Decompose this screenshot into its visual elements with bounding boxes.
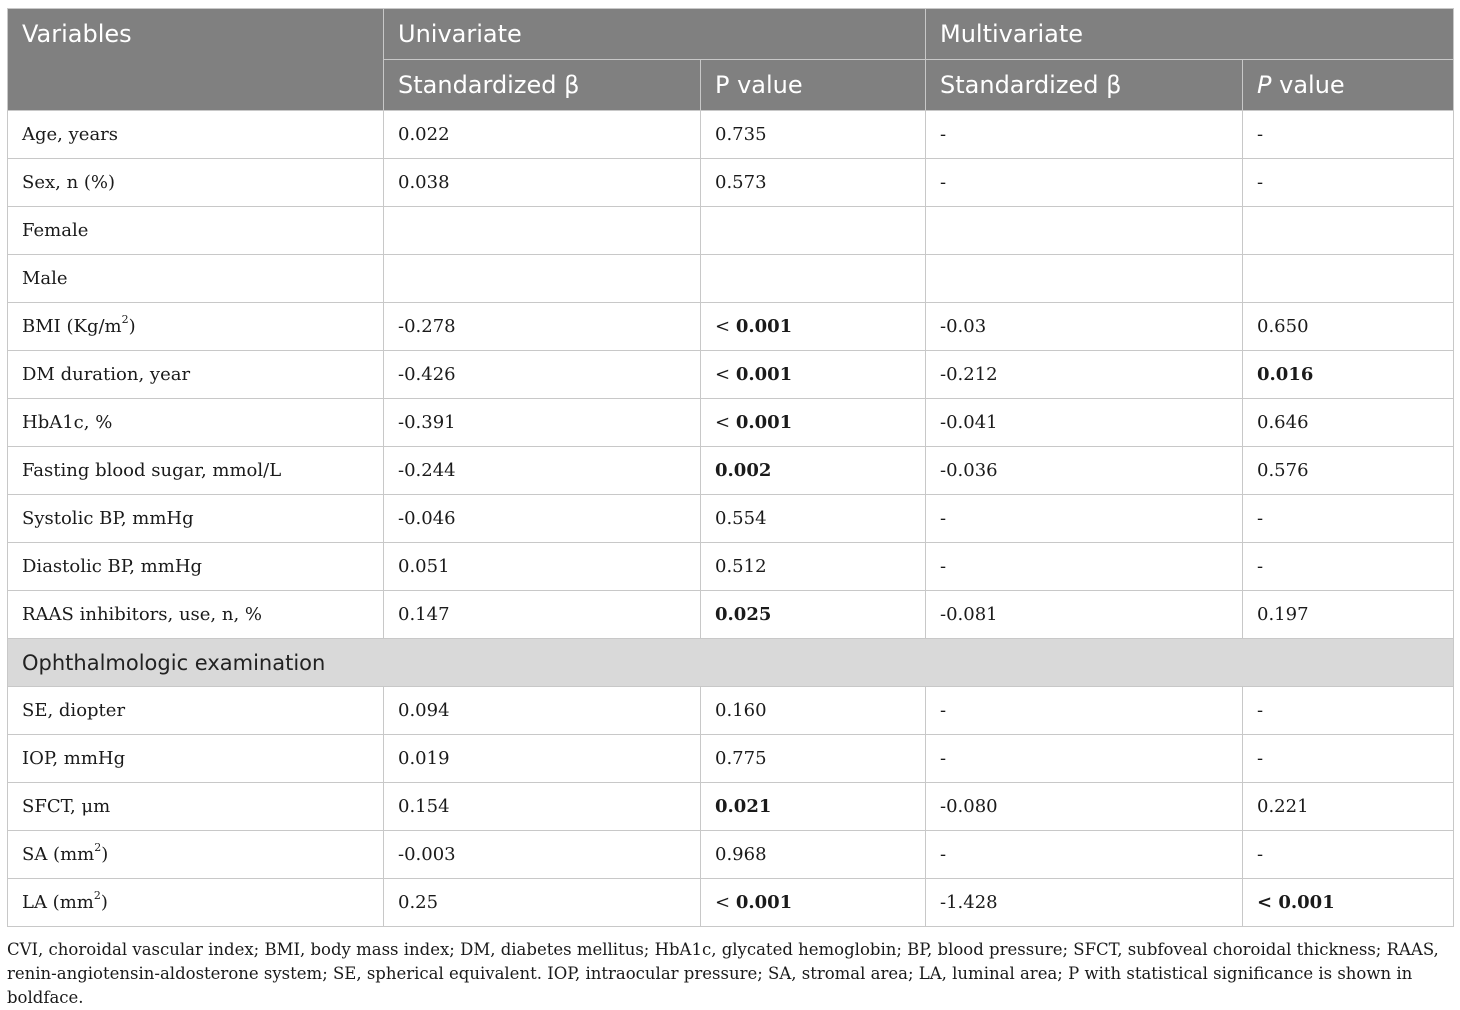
row-label: Sex, n (%) (8, 159, 384, 207)
table-row (8, 303, 1454, 351)
header-std-beta-multivariate: Standardized β (926, 60, 1243, 111)
multivariate-beta: - (926, 735, 1243, 783)
multivariate-beta (926, 255, 1243, 303)
row-label: BMI $(Kg/m^2)$ (8, 303, 384, 351)
univariate-beta: 0.051 (384, 543, 701, 591)
univariate-p: 0.021 (701, 783, 926, 831)
univariate-beta: 0.038 (384, 159, 701, 207)
multivariate-p (1243, 207, 1454, 255)
row-label: IOP, mmHg (8, 735, 384, 783)
univariate-p: 0.573 (701, 159, 926, 207)
multivariate-p: - (1243, 831, 1454, 879)
row-label: LA $(mm^2)$ (8, 879, 384, 927)
table-row (8, 207, 1454, 255)
univariate-p: 0.002 (701, 447, 926, 495)
univariate-p: 0.735 (701, 111, 926, 159)
multivariate-p: - (1243, 687, 1454, 735)
table-row (8, 879, 1454, 927)
header-std-beta-univariate: Standardized β (384, 60, 701, 111)
univariate-p: 0.968 (701, 831, 926, 879)
table-row (8, 687, 1454, 735)
multivariate-p: 0.016 (1243, 351, 1454, 399)
univariate-beta: 0.147 (384, 591, 701, 639)
multivariate-beta: -0.081 (926, 591, 1243, 639)
univariate-p: < 0.001 (701, 879, 926, 927)
row-label: Diastolic BP, mmHg (8, 543, 384, 591)
multivariate-beta: - (926, 159, 1243, 207)
table-row (8, 495, 1454, 543)
multivariate-beta: - (926, 495, 1243, 543)
regression-table (7, 8, 1454, 927)
univariate-beta: 0.022 (384, 111, 701, 159)
multivariate-p: - (1243, 495, 1454, 543)
multivariate-beta: - (926, 687, 1243, 735)
univariate-p: < 0.001 (701, 399, 926, 447)
row-label: RAAS inhibitors, use, n, % (8, 591, 384, 639)
univariate-p: 0.025 (701, 591, 926, 639)
multivariate-p: 0.221 (1243, 783, 1454, 831)
row-label: Female (8, 207, 384, 255)
univariate-p: < 0.001 (701, 303, 926, 351)
multivariate-beta: -0.080 (926, 783, 1243, 831)
univariate-beta: 0.094 (384, 687, 701, 735)
multivariate-p: < 0.001 (1243, 879, 1454, 927)
multivariate-beta: - (926, 111, 1243, 159)
multivariate-p: - (1243, 543, 1454, 591)
table-row (8, 831, 1454, 879)
univariate-p: 0.160 (701, 687, 926, 735)
row-label: SFCT, μm (8, 783, 384, 831)
multivariate-p: 0.646 (1243, 399, 1454, 447)
multivariate-beta: -0.03 (926, 303, 1243, 351)
table-row (8, 591, 1454, 639)
table-row (8, 351, 1454, 399)
row-label: Systolic BP, mmHg (8, 495, 384, 543)
univariate-beta: -0.278 (384, 303, 701, 351)
table-footnote: CVI, choroidal vascular index; BMI, body mass index; DM, diabetes mellitus; HbA1c, glycated hemoglobin; BP, blood pressure; SFCT, subfoveal choroidal thickness; RAAS, renin-angiotensin-aldosterone system; SE, spherical equivalent. IOP, intraocular pressure; SA, stromal area; LA, luminal area; P with statistical significance is shown in boldface. (7, 940, 1439, 1007)
table-row (8, 783, 1454, 831)
univariate-beta: 0.154 (384, 783, 701, 831)
multivariate-beta: - (926, 543, 1243, 591)
table-row (8, 543, 1454, 591)
multivariate-p: - (1243, 111, 1454, 159)
row-label: HbA1c, % (8, 399, 384, 447)
univariate-beta: -0.426 (384, 351, 701, 399)
section-title: Ophthalmologic examination (8, 639, 1454, 687)
univariate-beta: 0.019 (384, 735, 701, 783)
multivariate-beta: -1.428 (926, 879, 1243, 927)
univariate-beta (384, 207, 701, 255)
row-label: SE, diopter (8, 687, 384, 735)
header-univariate: Univariate (384, 9, 926, 60)
regression-table-container (7, 8, 1453, 927)
multivariate-beta (926, 207, 1243, 255)
header-multivariate: Multivariate (926, 9, 1454, 60)
multivariate-p: - (1243, 735, 1454, 783)
table-row (8, 399, 1454, 447)
univariate-p: < 0.001 (701, 351, 926, 399)
univariate-beta: -0.391 (384, 399, 701, 447)
multivariate-p: 0.576 (1243, 447, 1454, 495)
row-label: DM duration, year (8, 351, 384, 399)
univariate-beta (384, 255, 701, 303)
multivariate-p: 0.197 (1243, 591, 1454, 639)
row-label: Fasting blood sugar, mmol/L (8, 447, 384, 495)
header-p-value-multivariate: P value (1243, 60, 1454, 111)
univariate-beta: -0.244 (384, 447, 701, 495)
univariate-beta: 0.25 (384, 879, 701, 927)
table-row (8, 111, 1454, 159)
multivariate-beta: -0.036 (926, 447, 1243, 495)
table-row (8, 255, 1454, 303)
univariate-p (701, 255, 926, 303)
univariate-p (701, 207, 926, 255)
section-row (8, 639, 1454, 687)
multivariate-p: 0.650 (1243, 303, 1454, 351)
univariate-beta: -0.003 (384, 831, 701, 879)
univariate-beta: -0.046 (384, 495, 701, 543)
multivariate-beta: - (926, 831, 1243, 879)
table-row (8, 447, 1454, 495)
table-row (8, 735, 1454, 783)
multivariate-p: - (1243, 159, 1454, 207)
univariate-p: 0.554 (701, 495, 926, 543)
row-label: Male (8, 255, 384, 303)
multivariate-beta: -0.212 (926, 351, 1243, 399)
multivariate-p (1243, 255, 1454, 303)
multivariate-beta: -0.041 (926, 399, 1243, 447)
header-variables: Variables (8, 9, 384, 111)
row-label: Age, years (8, 111, 384, 159)
univariate-p: 0.512 (701, 543, 926, 591)
univariate-p: 0.775 (701, 735, 926, 783)
header-p-value-univariate: P value (701, 60, 926, 111)
row-label: SA $(mm^2)$ (8, 831, 384, 879)
table-row (8, 159, 1454, 207)
